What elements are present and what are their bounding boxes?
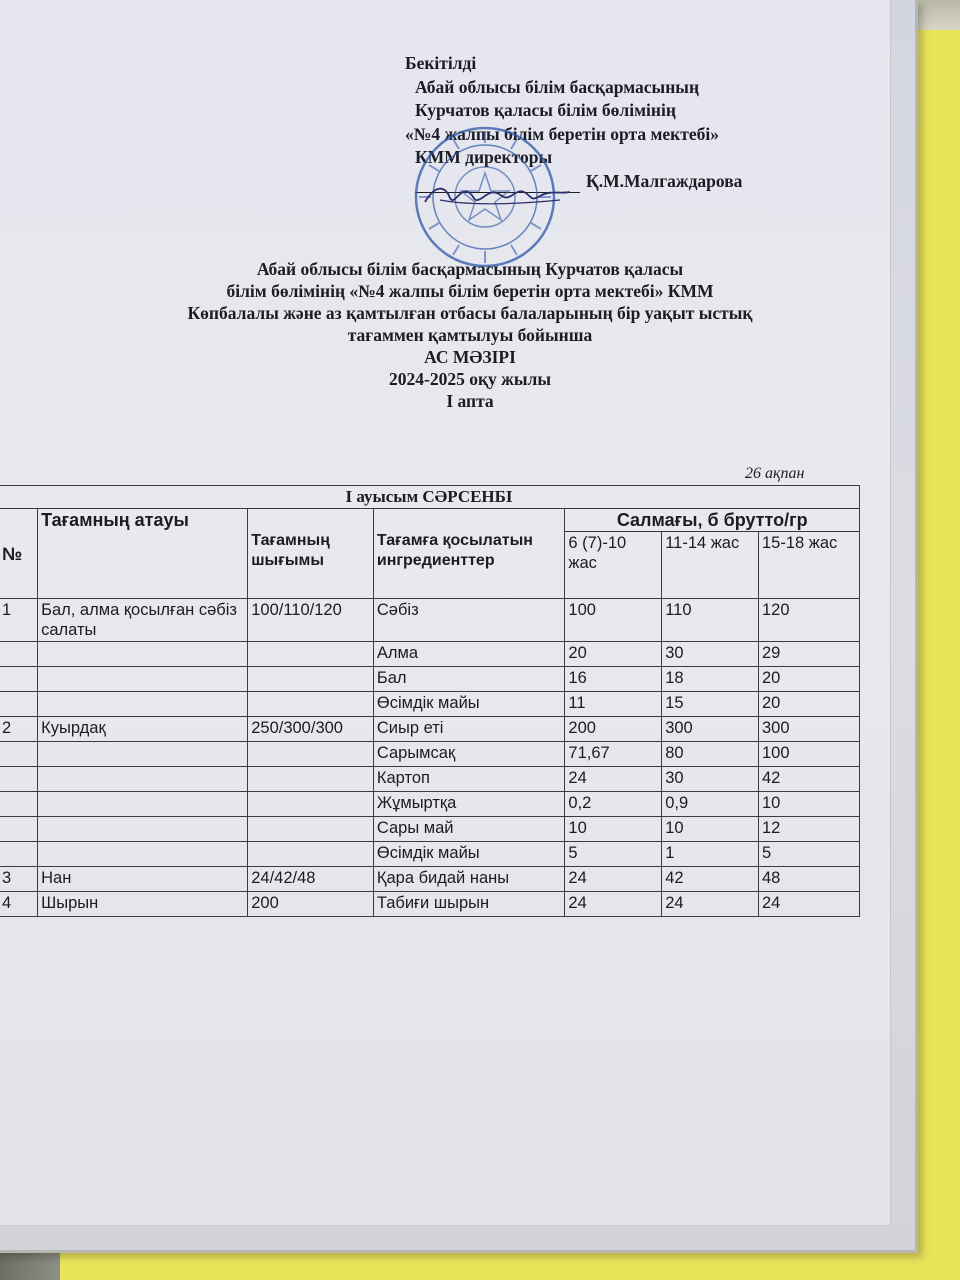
table-row bbox=[0, 867, 860, 892]
cell-no: 2 bbox=[0, 717, 38, 742]
title-line-7: I апта bbox=[446, 391, 494, 411]
cell-dish-name bbox=[38, 792, 248, 817]
shift-heading: I ауысым СӘРСЕНБІ bbox=[0, 486, 860, 509]
title-line-2: білім бөлімінің «№4 жалпы білім беретін орта мектебі» КММ bbox=[226, 281, 714, 301]
cell-output bbox=[248, 792, 374, 817]
cell-weight-age-2: 1 bbox=[662, 842, 759, 867]
table-row bbox=[0, 692, 860, 717]
header-age-1: 6 (7)-10 жас bbox=[565, 532, 662, 599]
header-name: Тағамның атауы bbox=[38, 509, 248, 599]
table-row bbox=[0, 742, 860, 767]
title-line-5: АС МӘЗІРІ bbox=[424, 347, 516, 367]
cell-weight-age-3: 42 bbox=[759, 767, 860, 792]
approval-line-4: КММ директоры bbox=[415, 147, 553, 167]
cell-dish-name: Шырын bbox=[38, 892, 248, 917]
cell-output bbox=[248, 742, 374, 767]
cell-weight-age-2: 18 bbox=[662, 667, 759, 692]
table-row bbox=[0, 892, 860, 917]
cell-ingredient: Табиғи шырын bbox=[373, 892, 565, 917]
cell-weight-age-3: 48 bbox=[759, 867, 860, 892]
header-age-2: 11-14 жас bbox=[662, 532, 759, 599]
cell-weight-age-1: 100 bbox=[565, 599, 662, 642]
cell-output bbox=[248, 667, 374, 692]
cell-weight-age-1: 16 bbox=[565, 667, 662, 692]
cell-ingredient: Картоп bbox=[373, 767, 565, 792]
table-row bbox=[0, 642, 860, 667]
cell-weight-age-2: 30 bbox=[662, 642, 759, 667]
document-title bbox=[0, 258, 940, 412]
cell-no bbox=[0, 842, 38, 867]
header-ingredients: Тағамға қосылатын ингредиенттер bbox=[373, 509, 565, 599]
table-row bbox=[0, 842, 860, 867]
menu-table bbox=[0, 485, 860, 917]
cell-weight-age-2: 80 bbox=[662, 742, 759, 767]
cell-ingredient: Жұмыртқа bbox=[373, 792, 565, 817]
cell-dish-name: Куырдақ bbox=[38, 717, 248, 742]
cell-weight-age-3: 100 bbox=[759, 742, 860, 767]
cell-weight-age-1: 200 bbox=[565, 717, 662, 742]
director-name: Қ.М.Малгаждарова bbox=[586, 170, 743, 191]
cell-output: 24/42/48 bbox=[248, 867, 374, 892]
cell-weight-age-1: 10 bbox=[565, 817, 662, 842]
cell-no bbox=[0, 642, 38, 667]
cell-no: 1 bbox=[0, 599, 38, 642]
cell-output bbox=[248, 817, 374, 842]
table-row bbox=[0, 767, 860, 792]
header-no: № bbox=[0, 509, 38, 599]
header-weight: Салмағы, б брутто/гр bbox=[565, 509, 860, 532]
cell-dish-name: Бал, алма қосылған сәбіз салаты bbox=[38, 599, 248, 642]
cell-dish-name bbox=[38, 842, 248, 867]
cell-ingredient: Сарымсақ bbox=[373, 742, 565, 767]
cell-weight-age-3: 5 bbox=[759, 842, 860, 867]
title-line-4: тағаммен қамтылуы бойынша bbox=[347, 325, 593, 345]
cell-output: 100/110/120 bbox=[248, 599, 374, 642]
cell-weight-age-1: 24 bbox=[565, 767, 662, 792]
cell-weight-age-1: 0,2 bbox=[565, 792, 662, 817]
cell-dish-name bbox=[38, 667, 248, 692]
cell-dish-name bbox=[38, 767, 248, 792]
header-output: Тағамның шығымы bbox=[248, 509, 374, 599]
cell-weight-age-1: 71,67 bbox=[565, 742, 662, 767]
cell-no bbox=[0, 742, 38, 767]
cell-ingredient: Қара бидай наны bbox=[373, 867, 565, 892]
cell-no bbox=[0, 667, 38, 692]
cell-weight-age-3: 12 bbox=[759, 817, 860, 842]
cell-weight-age-1: 20 bbox=[565, 642, 662, 667]
cell-weight-age-2: 110 bbox=[662, 599, 759, 642]
title-line-6: 2024-2025 оқу жылы bbox=[389, 369, 551, 389]
table-row bbox=[0, 667, 860, 692]
cell-ingredient: Өсімдік майы bbox=[373, 692, 565, 717]
title-line-3: Көпбалалы және аз қамтылған отбасы балаларының бір уақыт ыстық bbox=[187, 303, 753, 323]
cell-weight-age-2: 15 bbox=[662, 692, 759, 717]
cell-weight-age-3: 20 bbox=[759, 692, 860, 717]
cell-output bbox=[248, 842, 374, 867]
menu-date: 26 ақпан bbox=[745, 465, 805, 482]
header-age-3: 15-18 жас bbox=[759, 532, 860, 599]
cell-weight-age-3: 10 bbox=[759, 792, 860, 817]
cell-weight-age-3: 29 bbox=[759, 642, 860, 667]
cell-weight-age-2: 24 bbox=[662, 892, 759, 917]
cell-weight-age-1: 24 bbox=[565, 892, 662, 917]
menu-rows bbox=[0, 599, 860, 917]
approval-line-3: «№4 жалпы білім беретін орта мектебі» bbox=[405, 123, 719, 144]
cell-output bbox=[248, 642, 374, 667]
cell-no bbox=[0, 817, 38, 842]
cell-weight-age-2: 0,9 bbox=[662, 792, 759, 817]
cell-weight-age-2: 30 bbox=[662, 767, 759, 792]
cell-weight-age-3: 20 bbox=[759, 667, 860, 692]
table-row bbox=[0, 717, 860, 742]
cell-output bbox=[248, 692, 374, 717]
approval-line-1: Абай облысы білім басқармасының bbox=[415, 76, 700, 97]
cell-dish-name: Нан bbox=[38, 867, 248, 892]
cell-output: 250/300/300 bbox=[248, 717, 374, 742]
table-row bbox=[0, 817, 860, 842]
cell-no bbox=[0, 767, 38, 792]
table-row bbox=[0, 599, 860, 642]
cell-output bbox=[248, 767, 374, 792]
table-row bbox=[0, 792, 860, 817]
cell-weight-age-3: 300 bbox=[759, 717, 860, 742]
cell-no bbox=[0, 792, 38, 817]
cell-ingredient: Алма bbox=[373, 642, 565, 667]
cell-weight-age-1: 24 bbox=[565, 867, 662, 892]
cell-ingredient: Сиыр еті bbox=[373, 717, 565, 742]
cell-dish-name bbox=[38, 642, 248, 667]
cell-output: 200 bbox=[248, 892, 374, 917]
cell-weight-age-2: 42 bbox=[662, 867, 759, 892]
approval-heading: Бекітілді bbox=[405, 53, 477, 73]
cell-dish-name bbox=[38, 692, 248, 717]
cell-no: 3 bbox=[0, 867, 38, 892]
cell-weight-age-2: 300 bbox=[662, 717, 759, 742]
cell-weight-age-1: 5 bbox=[565, 842, 662, 867]
cell-no: 4 bbox=[0, 892, 38, 917]
cell-dish-name bbox=[38, 742, 248, 767]
approval-line-2: Курчатов қаласы білім бөлімінің bbox=[415, 100, 676, 120]
cell-weight-age-2: 10 bbox=[662, 817, 759, 842]
title-line-1: Абай облысы білім басқармасының Курчатов қаласы bbox=[256, 259, 684, 279]
cell-weight-age-3: 120 bbox=[759, 599, 860, 642]
cell-weight-age-1: 11 bbox=[565, 692, 662, 717]
signature-icon bbox=[420, 180, 580, 210]
cell-weight-age-3: 24 bbox=[759, 892, 860, 917]
cell-ingredient: Сары май bbox=[373, 817, 565, 842]
cell-ingredient: Өсімдік майы bbox=[373, 842, 565, 867]
cell-dish-name bbox=[38, 817, 248, 842]
cell-no bbox=[0, 692, 38, 717]
cell-ingredient: Сәбіз bbox=[373, 599, 565, 642]
cell-ingredient: Бал bbox=[373, 667, 565, 692]
